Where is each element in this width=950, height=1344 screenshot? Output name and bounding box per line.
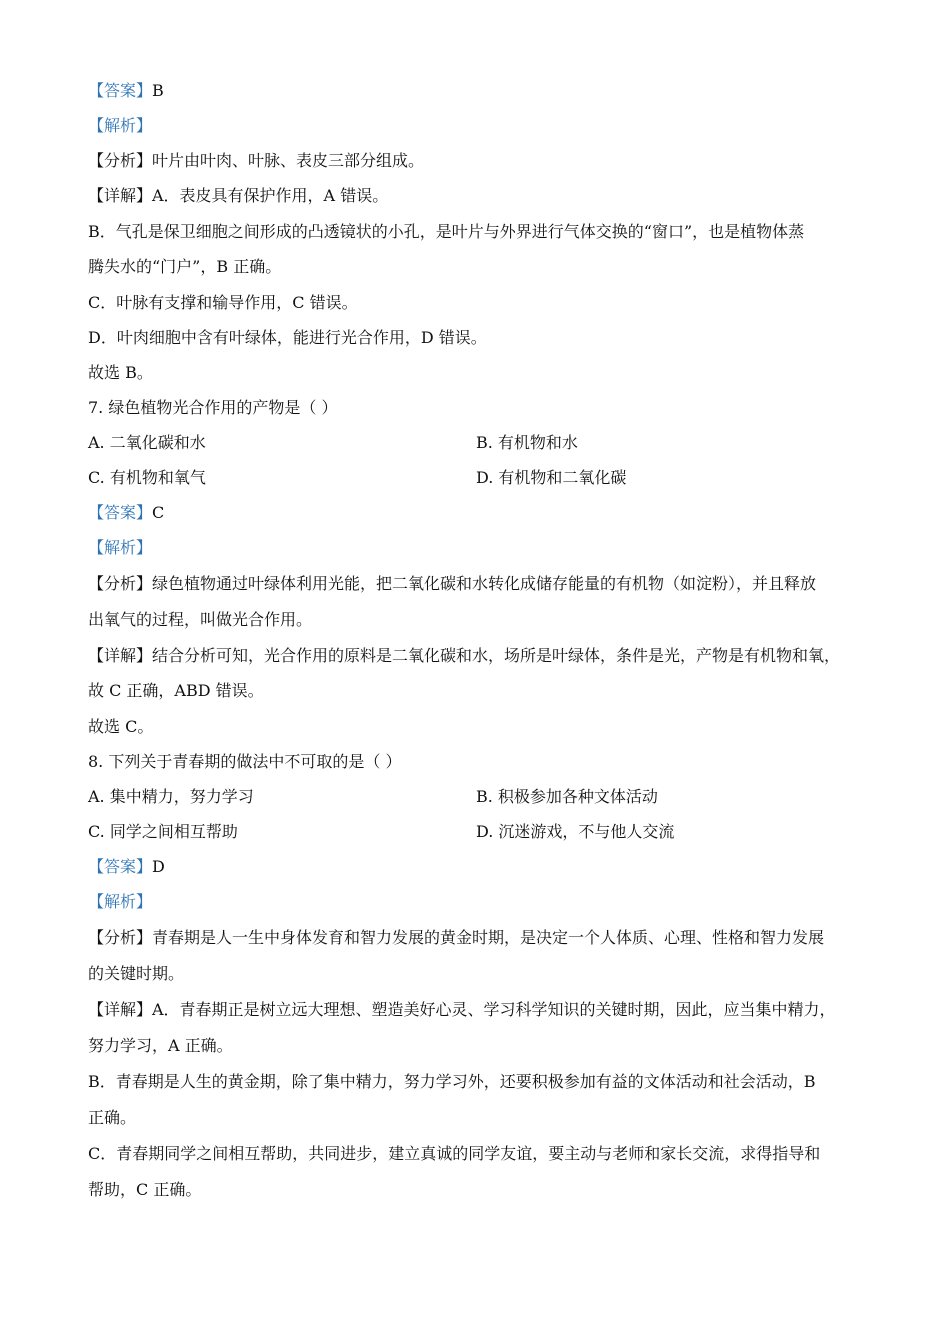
q8-analysis-tag: 【解析】 — [88, 892, 153, 911]
answer-tag: 【答案】 — [88, 857, 153, 876]
q6-conclusion: 故选 B。 — [88, 363, 153, 382]
q8-question: 8. 下列关于青春期的做法中不可取的是（ ） — [88, 752, 402, 771]
q8-fenxi-line1: 【分析】青春期是人一生中身体发育和智力发展的黄金时期，是决定一个人体质、心理、性格和智力发展 — [88, 928, 825, 947]
q6-b-line1: B．气孔是保卫细胞之间形成的凸透镜状的小孔，是叶片与外界进行气体交换的“窗口”，也是植物体蒸 — [88, 222, 805, 241]
answer-tag: 【答案】 — [88, 503, 153, 522]
q6-c: C．叶脉有支撑和输导作用，C 错误。 — [88, 293, 358, 312]
q8-answer: D — [152, 857, 165, 876]
q7-answer: C — [152, 503, 165, 522]
q7-option-a: A. 二氧化碳和水 — [88, 433, 206, 452]
q7-detail-line1: 【详解】结合分析可知，光合作用的原料是二氧化碳和水，场所是叶绿体，条件是光，产物是有机物和氧， — [88, 646, 841, 665]
q8-answer-line — [88, 857, 165, 877]
q8-detail-a-line1: 【详解】A．青春期正是树立远大理想、塑造美好心灵、学习科学知识的关键时期，因此，应当集中精力， — [88, 1000, 836, 1019]
q7-analysis-tag: 【解析】 — [88, 538, 153, 557]
q8-c-line2: 帮助，C 正确。 — [88, 1180, 202, 1199]
q7-option-d: D. 有机物和二氧化碳 — [476, 468, 627, 487]
q6-fenxi: 【分析】叶片由叶肉、叶脉、表皮三部分组成。 — [88, 151, 425, 170]
q7-option-b: B. 有机物和水 — [476, 433, 578, 452]
q6-d: D．叶肉细胞中含有叶绿体，能进行光合作用，D 错误。 — [88, 328, 487, 347]
q8-fenxi-line2: 的关键时期。 — [88, 964, 185, 983]
answer-tag: 【答案】 — [88, 81, 153, 100]
q7-conclusion: 故选 C。 — [88, 717, 154, 736]
q6-answer: B — [152, 81, 164, 100]
q8-option-c: C. 同学之间相互帮助 — [88, 822, 238, 841]
q7-option-c: C. 有机物和氧气 — [88, 468, 206, 487]
q6-b-line2: 腾失水的“门户”，B 正确。 — [88, 257, 282, 276]
q8-option-d: D. 沉迷游戏，不与他人交流 — [476, 822, 675, 841]
q8-c-line1: C．青春期同学之间相互帮助，共同进步，建立真诚的同学友谊，要主动与老师和家长交流，求得指导和 — [88, 1144, 821, 1163]
q6-answer-line — [88, 81, 164, 101]
q7-question: 7. 绿色植物光合作用的产物是（ ） — [88, 398, 338, 417]
q8-b-line1: B．青春期是人生的黄金期，除了集中精力，努力学习外，还要积极参加有益的文体活动和社会活动，B — [88, 1072, 816, 1091]
q8-option-b: B. 积极参加各种文体活动 — [476, 787, 658, 806]
q7-fenxi-line1: 【分析】绿色植物通过叶绿体利用光能，把二氧化碳和水转化成储存能量的有机物（如淀粉），并且释放 — [88, 574, 817, 593]
q8-detail-a-line2: 努力学习，A 正确。 — [88, 1036, 233, 1055]
q7-answer-line — [88, 503, 164, 523]
q6-detail-a: 【详解】A．表皮具有保护作用，A 错误。 — [88, 186, 389, 205]
q8-b-line2: 正确。 — [88, 1108, 137, 1127]
q8-option-a: A. 集中精力，努力学习 — [88, 787, 254, 806]
q6-analysis-tag: 【解析】 — [88, 116, 153, 135]
q7-detail-line2: 故 C 正确，ABD 错误。 — [88, 681, 264, 700]
q7-fenxi-line2: 出氧气的过程，叫做光合作用。 — [88, 610, 313, 629]
